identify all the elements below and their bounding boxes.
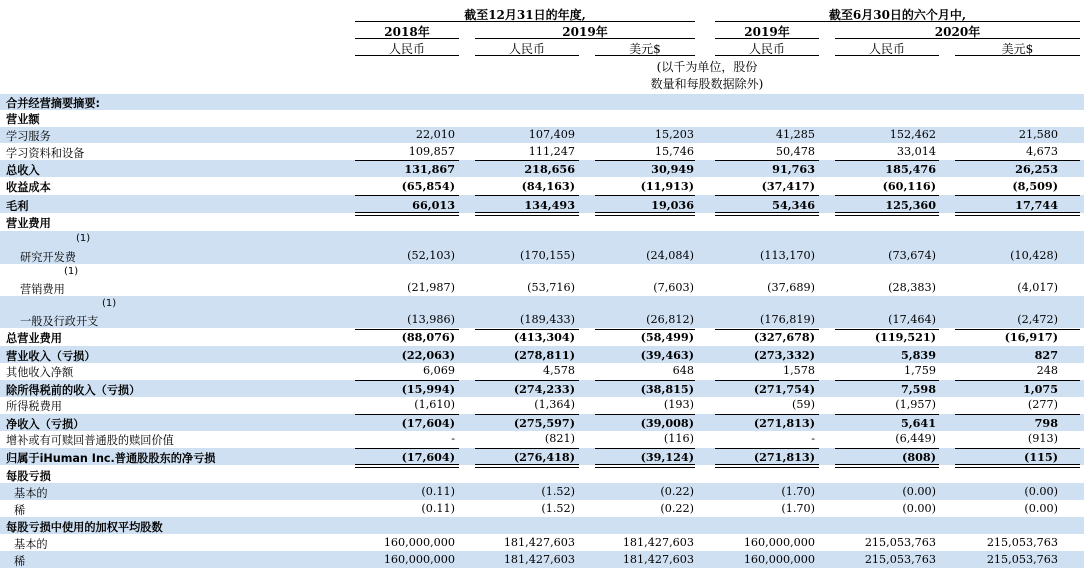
cell-value: 91,763 — [772, 162, 815, 176]
cell-value: - — [811, 432, 815, 445]
footnote-marker: (1) — [64, 266, 79, 277]
row-label: 净收入（亏损） — [6, 418, 85, 431]
cell-value: 1,075 — [1022, 382, 1058, 396]
cell-value: 54,346 — [772, 198, 815, 212]
table-row — [0, 380, 1084, 397]
cell-value: (24,084) — [646, 249, 694, 262]
total-rule — [355, 160, 459, 161]
period-header-half-year: 截至6月30日的六个月中, — [828, 8, 967, 22]
cell-value: (39,463) — [640, 348, 694, 362]
cell-value: 181,427,603 — [503, 536, 575, 549]
table-row — [0, 264, 1084, 296]
cell-value: (271,754) — [753, 382, 815, 396]
total-rule — [475, 195, 579, 196]
total-rule — [835, 160, 939, 161]
unit-note: 数量和每股数据除外) — [650, 77, 764, 91]
cell-value: (0.22) — [660, 502, 694, 515]
total-rule — [955, 448, 1080, 449]
row-label: 所得税费用 — [6, 400, 62, 413]
table-row — [0, 127, 1084, 143]
total-rule — [595, 448, 695, 449]
cell-value: (275,597) — [513, 416, 575, 430]
total-rule — [355, 329, 459, 330]
total-rule — [955, 195, 1080, 196]
cell-value: (170,155) — [520, 249, 575, 262]
cell-value: 6,069 — [422, 364, 455, 377]
cell-value: 248 — [1036, 364, 1058, 377]
table-row — [0, 397, 1084, 413]
total-rule — [835, 448, 939, 449]
row-label: 归属于iHuman Inc.普通股股东的净亏损 — [6, 452, 216, 465]
row-label: 营业额 — [6, 113, 40, 126]
table-row — [0, 94, 1084, 110]
cell-value: 1,759 — [903, 364, 936, 377]
cell-value: (88,076) — [401, 330, 455, 344]
cell-value: 798 — [1034, 416, 1058, 430]
cell-value: (176,819) — [760, 313, 815, 326]
header-rule — [715, 55, 819, 56]
cell-value: 4,673 — [1025, 145, 1058, 158]
cell-value: (193) — [663, 398, 694, 411]
cell-value: (277) — [1027, 398, 1058, 411]
total-rule — [595, 414, 695, 415]
total-rule — [835, 380, 939, 381]
row-label: 一般及行政开支 — [20, 315, 99, 328]
cell-value: 66,013 — [412, 198, 455, 212]
cell-value: (37,417) — [761, 179, 815, 193]
row-label: 除所得税前的收入（亏损） — [6, 384, 141, 397]
table-row — [0, 214, 1084, 230]
currency-header: 美元$ — [629, 42, 661, 56]
row-label: 基本的 — [14, 487, 48, 500]
total-rule — [955, 414, 1080, 415]
cell-value: 15,203 — [654, 128, 694, 141]
cell-value: (0.11) — [421, 485, 455, 498]
cell-value: 41,285 — [775, 128, 815, 141]
total-rule — [475, 448, 579, 449]
header-rule — [355, 38, 459, 39]
total-rule — [835, 414, 939, 415]
cell-value: (65,854) — [401, 179, 455, 193]
cell-value: 160,000,000 — [383, 553, 455, 566]
row-label: 营业费用 — [6, 217, 51, 230]
header-rule — [475, 55, 579, 56]
unit-note: (以千为单位，股份 — [656, 60, 758, 74]
cell-value: 30,949 — [651, 162, 694, 176]
total-rule — [715, 448, 819, 449]
cell-value: (113,170) — [760, 249, 815, 262]
cell-value: 107,409 — [528, 128, 575, 141]
cell-value: (0.11) — [421, 502, 455, 515]
table-row — [0, 177, 1084, 194]
table-row — [0, 466, 1084, 483]
currency-header: 人民币 — [868, 42, 905, 56]
cell-value: (821) — [544, 432, 575, 445]
cell-value: (0.00) — [902, 502, 936, 515]
cell-value: 215,053,763 — [864, 536, 936, 549]
cell-value: (13,986) — [407, 313, 455, 326]
table-row — [0, 483, 1084, 500]
cell-value: (52,103) — [407, 249, 455, 262]
cell-value: 218,656 — [524, 162, 575, 176]
cell-value: (1.52) — [541, 502, 575, 515]
total-rule — [355, 414, 459, 415]
cell-value: (327,678) — [753, 330, 815, 344]
cell-value: (26,812) — [646, 313, 694, 326]
table-row — [0, 363, 1084, 379]
row-label: 学习服务 — [6, 130, 51, 143]
table-row — [0, 534, 1084, 551]
cell-value: (0.00) — [1024, 502, 1058, 515]
table-row — [0, 431, 1084, 447]
table-row — [0, 110, 1084, 126]
total-rule — [475, 160, 579, 161]
cell-value: 33,014 — [896, 145, 936, 158]
cell-value: (189,433) — [520, 313, 575, 326]
row-label: 其他收入净额 — [6, 366, 74, 379]
total-rule — [715, 380, 819, 381]
total-rule — [955, 380, 1080, 381]
cell-value: (16,917) — [1004, 330, 1058, 344]
cell-value: 5,839 — [900, 348, 936, 362]
total-rule — [955, 329, 1080, 330]
cell-value: 50,478 — [775, 145, 815, 158]
cell-value: 648 — [672, 364, 694, 377]
cell-value: 152,462 — [889, 128, 936, 141]
total-rule — [955, 160, 1080, 161]
cell-value: 5,641 — [900, 416, 936, 430]
row-label: 研究开发费 — [20, 251, 76, 264]
total-rule — [595, 380, 695, 381]
header-rule — [835, 38, 1080, 39]
header-rule — [595, 55, 695, 56]
currency-header: 人民币 — [508, 42, 545, 56]
cell-value: (58,499) — [640, 330, 694, 344]
cell-value: (11,913) — [640, 179, 694, 193]
currency-header: 人民币 — [388, 42, 425, 56]
cell-value: (274,233) — [513, 382, 575, 396]
cell-value: 215,053,763 — [986, 536, 1058, 549]
cell-value: (1,610) — [414, 398, 455, 411]
cell-value: 215,053,763 — [864, 553, 936, 566]
cell-value: (271,813) — [753, 450, 815, 464]
cell-value: 185,476 — [885, 162, 936, 176]
total-rule — [715, 329, 819, 330]
cell-value: (37,689) — [767, 281, 815, 294]
table-row — [0, 160, 1084, 177]
header-rule — [355, 21, 695, 22]
cell-value: 17,744 — [1015, 198, 1058, 212]
header-rule — [475, 38, 695, 39]
row-label: 总营业费用 — [6, 332, 62, 345]
total-rule — [595, 160, 695, 161]
cell-value: (53,716) — [527, 281, 575, 294]
row-label: 收益成本 — [6, 181, 51, 194]
cell-value: (413,304) — [513, 330, 575, 344]
cell-value: (22,063) — [401, 348, 455, 362]
cell-value: 15,746 — [654, 145, 694, 158]
row-label: 增补或有可赎回普通股的赎回价值 — [6, 434, 174, 447]
cell-value: (39,008) — [640, 416, 694, 430]
cell-value: 21,580 — [1018, 128, 1058, 141]
cell-value: (1,364) — [534, 398, 575, 411]
cell-value: 125,360 — [885, 198, 936, 212]
row-label: 合并经营摘要摘要: — [6, 97, 100, 110]
table-row — [0, 500, 1084, 517]
cell-value: (119,521) — [874, 330, 936, 344]
cell-value: 7,598 — [900, 382, 936, 396]
cell-value: (2,472) — [1017, 313, 1058, 326]
cell-value: (0.00) — [1024, 485, 1058, 498]
row-label: 营销费用 — [20, 283, 65, 296]
cell-value: (17,464) — [888, 313, 936, 326]
cell-value: (17,604) — [401, 450, 455, 464]
cell-value: (0.22) — [660, 485, 694, 498]
row-label: 营业收入（亏损） — [6, 350, 96, 363]
table-row — [0, 296, 1084, 328]
total-rule — [355, 195, 459, 196]
cell-value: (913) — [1027, 432, 1058, 445]
total-rule — [835, 329, 939, 330]
currency-header: 人民币 — [748, 42, 785, 56]
table-row — [0, 551, 1084, 568]
footnote-marker: (1) — [76, 233, 91, 244]
cell-value: (60,116) — [882, 179, 936, 193]
cell-value: (59) — [792, 398, 815, 411]
cell-value: (1.70) — [781, 485, 815, 498]
table-row — [0, 517, 1084, 534]
cell-value: (116) — [663, 432, 694, 445]
cell-value: - — [451, 432, 455, 445]
cell-value: (1,957) — [895, 398, 936, 411]
table-row — [0, 329, 1084, 345]
row-label: 基本的 — [14, 538, 48, 551]
cell-value: (15,994) — [401, 382, 455, 396]
cell-value: 1,578 — [782, 364, 815, 377]
total-rule — [715, 160, 819, 161]
table-row — [0, 414, 1084, 431]
cell-value: (17,604) — [401, 416, 455, 430]
total-rule — [835, 195, 939, 196]
cell-value: 827 — [1034, 348, 1058, 362]
row-label: 每股亏损中使用的加权平均股数 — [6, 521, 163, 534]
total-rule — [715, 195, 819, 196]
cell-value: (21,987) — [407, 281, 455, 294]
cell-value: 160,000,000 — [743, 536, 815, 549]
cell-value: 131,867 — [404, 162, 455, 176]
table-row — [0, 231, 1084, 264]
cell-value: (39,124) — [640, 450, 694, 464]
table-row — [0, 144, 1084, 160]
header-rule — [715, 21, 1080, 22]
table-row — [0, 346, 1084, 363]
cell-value: (273,332) — [753, 348, 815, 362]
row-label: 学习资料和设备 — [6, 147, 85, 160]
cell-value: (6,449) — [895, 432, 936, 445]
cell-value: (10,428) — [1010, 249, 1058, 262]
cell-value: 109,857 — [408, 145, 455, 158]
cell-value: (84,163) — [521, 179, 575, 193]
cell-value: (278,811) — [513, 348, 575, 362]
year-header-2019-half: 2019年 — [744, 25, 790, 39]
cell-value: (808) — [902, 450, 936, 464]
year-header-2019-annual: 2019年 — [562, 25, 608, 39]
cell-value: 111,247 — [528, 145, 575, 158]
cell-value: (1.70) — [781, 502, 815, 515]
cell-value: (28,383) — [888, 281, 936, 294]
total-rule — [475, 380, 579, 381]
table-row — [0, 195, 1084, 213]
cell-value: 19,036 — [651, 198, 694, 212]
cell-value: (73,674) — [888, 249, 936, 262]
cell-value: (276,418) — [513, 450, 575, 464]
footnote-marker: (1) — [102, 298, 117, 309]
cell-value: (8,509) — [1012, 179, 1058, 193]
row-label: 总收入 — [6, 164, 40, 177]
year-header-2020-half: 2020年 — [934, 25, 981, 39]
period-header-full-year: 截至12月31日的年度, — [464, 8, 586, 22]
total-rule — [475, 414, 579, 415]
total-rule — [595, 195, 695, 196]
cell-value: (271,813) — [753, 416, 815, 430]
cell-value: 181,427,603 — [503, 553, 575, 566]
cell-value: 181,427,603 — [622, 553, 694, 566]
total-rule — [715, 414, 819, 415]
cell-value: 134,493 — [524, 198, 575, 212]
total-rule — [355, 380, 459, 381]
cell-value: 215,053,763 — [986, 553, 1058, 566]
row-label: 稀 — [14, 555, 26, 568]
cell-value: (0.00) — [902, 485, 936, 498]
cell-value: 160,000,000 — [743, 553, 815, 566]
cell-value: (7,603) — [653, 281, 694, 294]
header-rule — [715, 38, 819, 39]
cell-value: 181,427,603 — [622, 536, 694, 549]
total-rule — [355, 448, 459, 449]
header-rule — [955, 55, 1080, 56]
cell-value: (4,017) — [1017, 281, 1058, 294]
header-rule — [835, 55, 939, 56]
row-label: 毛利 — [6, 200, 29, 213]
cell-value: 160,000,000 — [383, 536, 455, 549]
total-rule — [595, 329, 695, 330]
cell-value: (115) — [1024, 450, 1058, 464]
currency-header: 美元$ — [1001, 42, 1034, 56]
cell-value: 4,578 — [542, 364, 575, 377]
year-header-2018: 2018年 — [384, 25, 430, 39]
row-label: 每股亏损 — [6, 470, 51, 483]
row-label: 稀 — [14, 504, 26, 517]
cell-value: 22,010 — [415, 128, 455, 141]
cell-value: (38,815) — [640, 382, 694, 396]
table-row — [0, 448, 1084, 465]
cell-value: (1.52) — [541, 485, 575, 498]
cell-value: 26,253 — [1015, 162, 1058, 176]
header-rule — [355, 55, 459, 56]
total-rule — [475, 329, 579, 330]
